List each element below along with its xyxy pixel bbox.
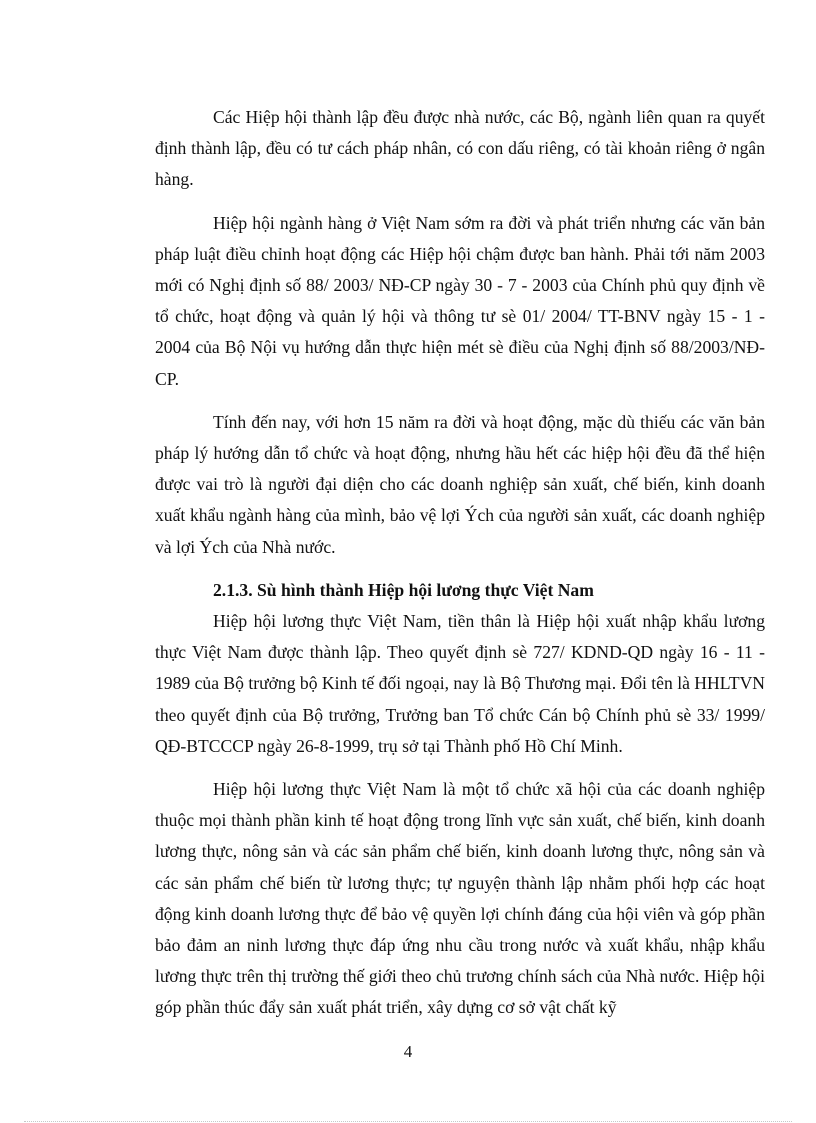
page-bottom-divider [24,1121,792,1122]
section-heading: 2.1.3. Sù hình thành Hiệp hội lương thực Việt Nam [213,579,594,600]
section-paragraph-1: Hiệp hội lương thực Việt Nam, tiền thân là Hiệp hội xuất nhập khẩu lương thực Việt Nam được thành lập. Theo quyết định sè 727/ KDND-QD ngày 16 - 11 - 1989 của Bộ trưởng bộ Kinh tế đối ngoại, nay là Bộ Thương mại. Đổi tên là HHLTVN theo quyết định của Bộ trưởng, Trưởng ban Tổ chức Cán bộ Chính phủ sè 33/ 1999/ QĐ-BTCCCP ngày 26-8-1999, trụ sở tại Thành phố Hồ Chí Minh. [155,611,765,756]
paragraph-3: Tính đến nay, với hơn 15 năm ra đời và hoạt động, mặc dù thiếu các văn bản pháp lý hướng dẫn tổ chức và hoạt động, nhưng hầu hết các hiệp hội đều đã thể hiện được vai trò là người đại diện cho các doanh nghiệp sản xuất, chế biến, kinh doanh xuất khẩu ngành hàng của mình, bảo vệ lợi Ých của người sản xuất, các doanh nghiệp và lợi Ých của Nhà nước. [155,411,765,557]
paragraph-1: Các Hiệp hội thành lập đều được nhà nước, các Bộ, ngành liên quan ra quyết định thành lập, đều có tư cách pháp nhân, có con dấu riêng, có tài khoản riêng ở ngân hàng. [155,107,765,190]
paragraph-2: Hiệp hội ngành hàng ở Việt Nam sớm ra đời và phát triển nhưng các văn bản pháp luật điều chỉnh hoạt động các Hiệp hội chậm được ban hành. Phải tới năm 2003 mới có Nghị định số 88/ 2003/ NĐ-CP ngày 30 - 7 - 2003 của Chính phủ quy định về tổ chức, hoạt động và quản lý hội và thông tư sè 01/ 2004/ TT-BNV ngày 15 - 1 - 2004 của Bộ Nội vụ hướng dẫn thực hiện mét sè điều của Nghị định số 88/2003/NĐ-CP. [155,212,765,389]
section-paragraph-2: Hiệp hội lương thực Việt Nam là một tổ chức xã hội của các doanh nghiệp thuộc mọi thành phần kinh tế hoạt động trong lĩnh vực sản xuất, chế biến, kinh doanh lương thực, nông sản và các sản phẩm chế biến, kinh doanh lương thực, nông sản và các sản phẩm chế biến từ lương thực; tự nguyện thành lập nhằm phối hợp các hoạt động kinh doanh lương thực để bảo vệ quyền lợi chính đáng của hội viên và góp phần bảo đảm an ninh lương thực đáp ứng nhu cầu trong nước và xuất khẩu, nhập khẩu lương thực trên thị trường thế giới theo chủ trương chính sách của Nhà nước. Hiệp hội góp phần thúc đẩy sản xuất phát triển, xây dựng cơ sở vật chất kỹ [155,779,765,1018]
body-text [155,102,765,1036]
page-number: 4 [403,1042,413,1061]
